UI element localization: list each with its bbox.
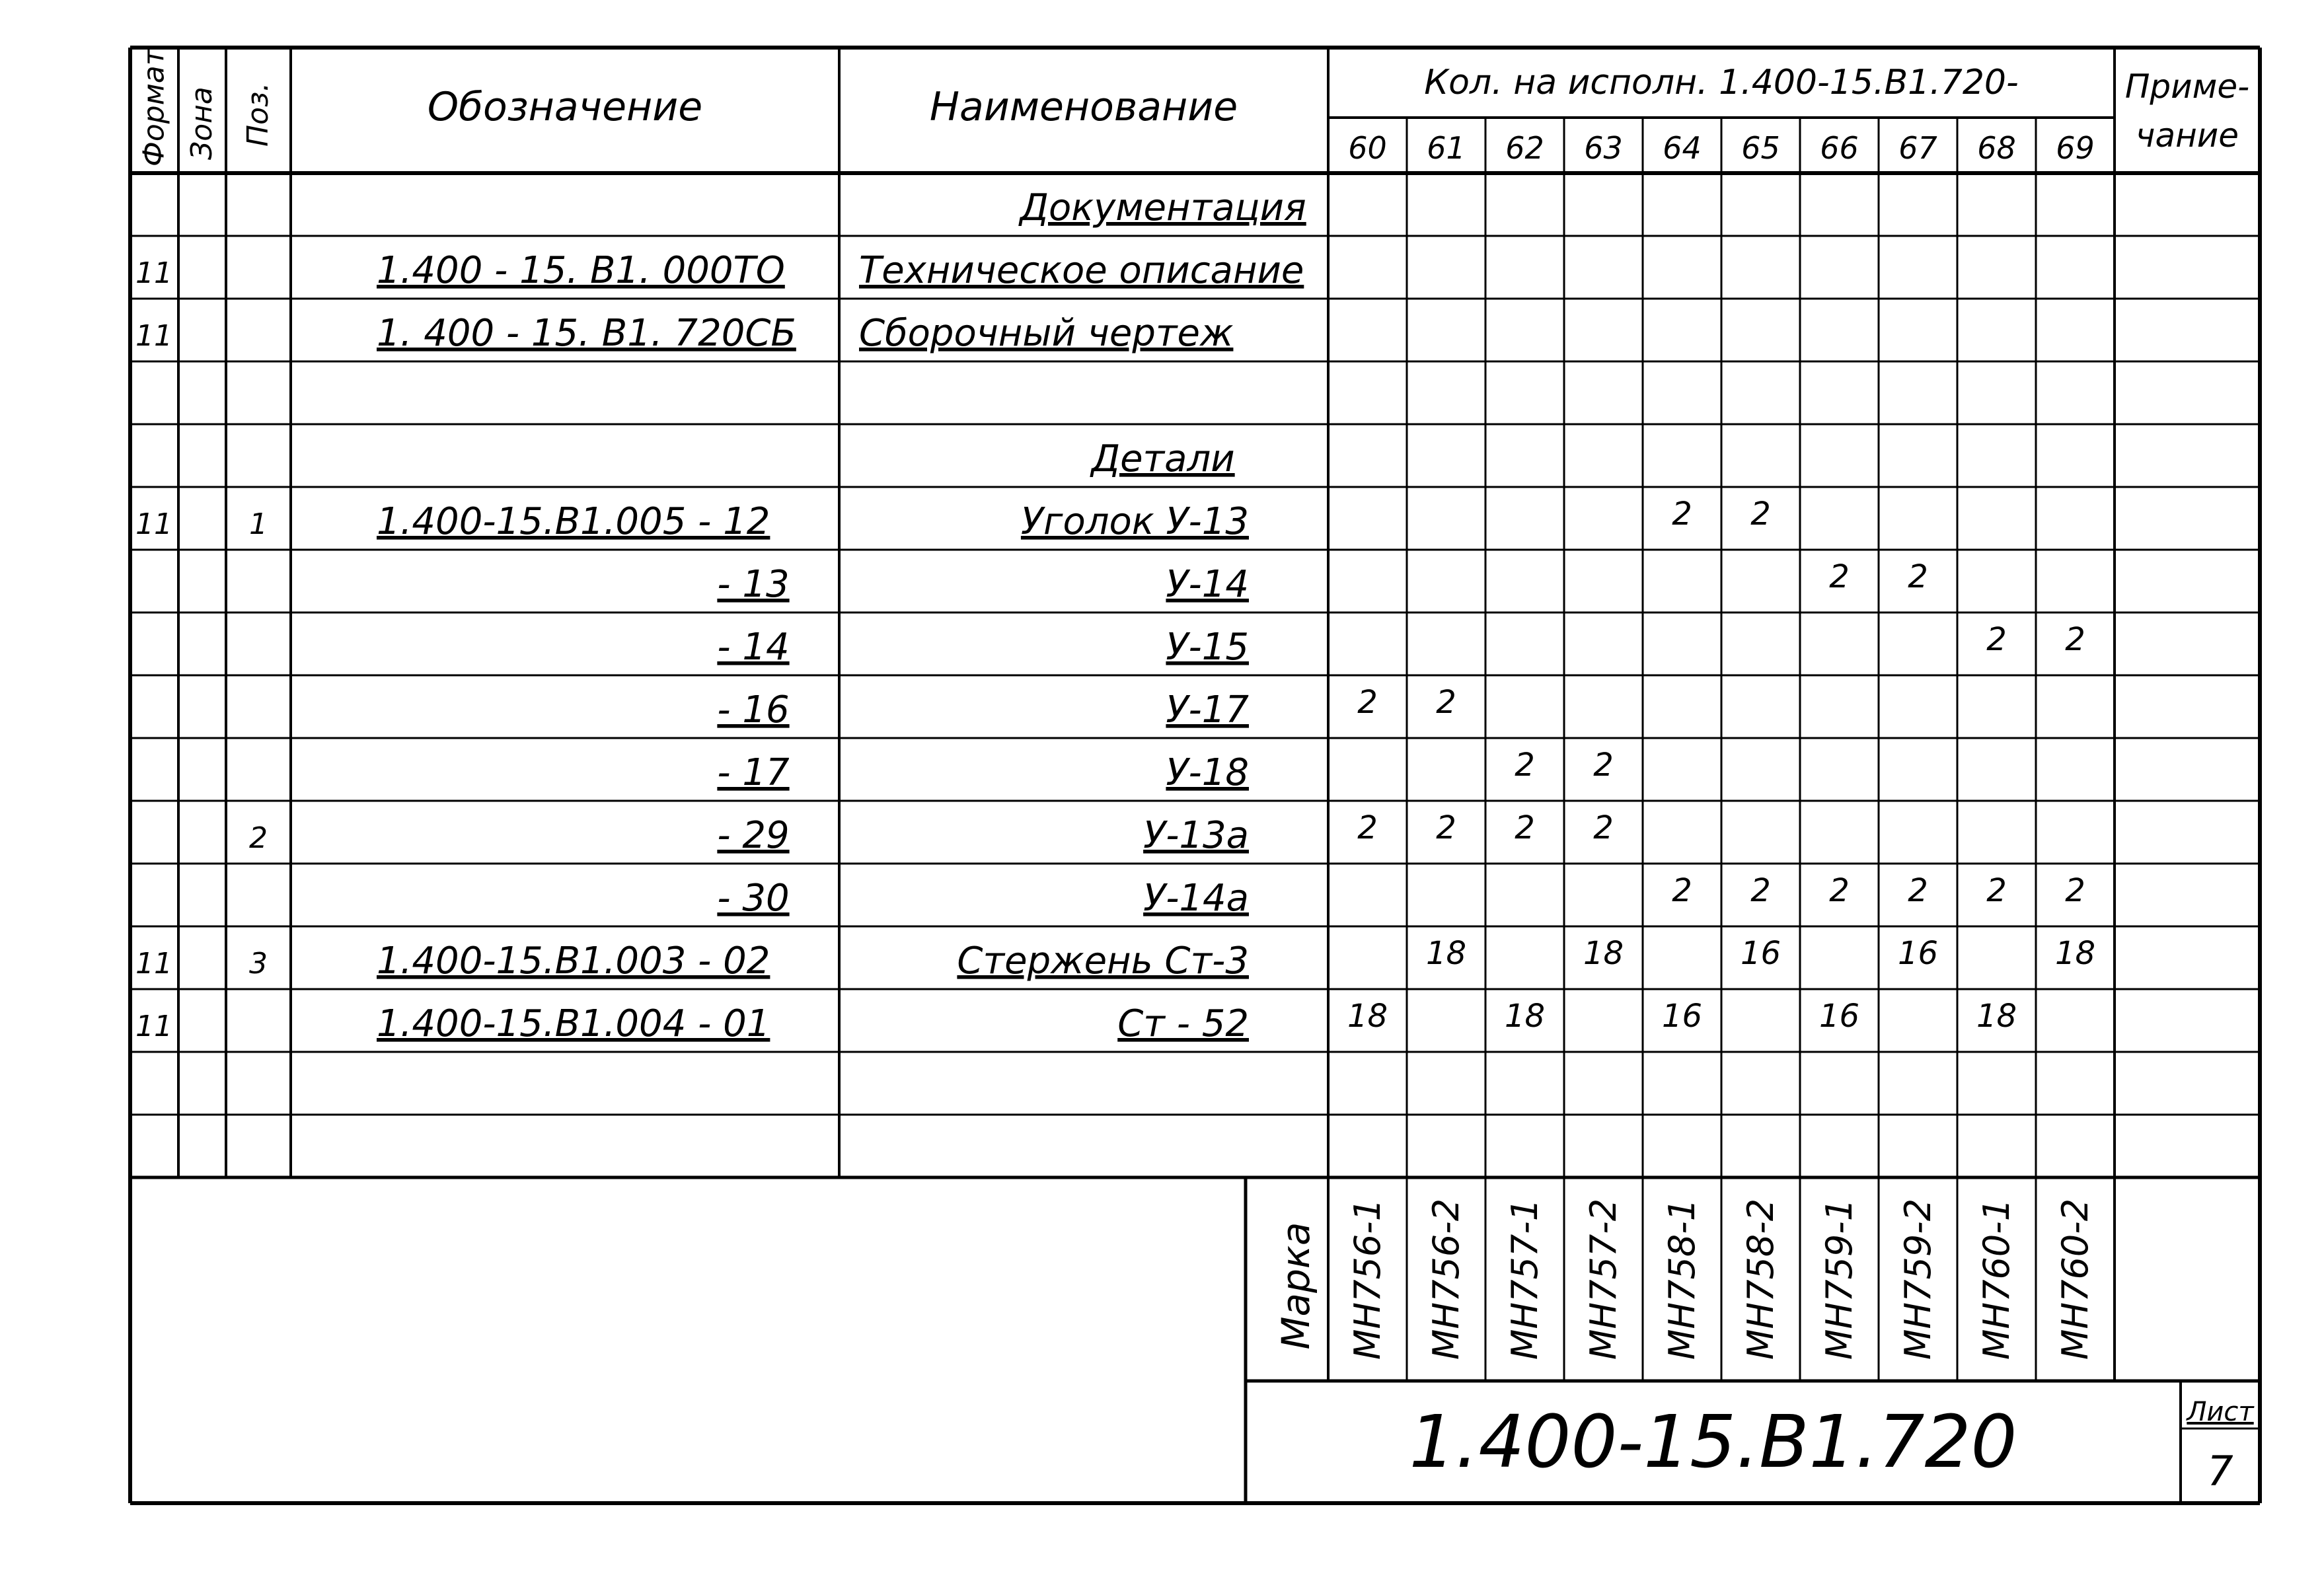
row-designation: - 17 [717, 751, 790, 794]
row-qty: 2 [1515, 809, 1535, 846]
row-qty: 16 [1740, 935, 1781, 972]
variant-header: 65 [1741, 130, 1780, 166]
row-qty: 2 [2065, 621, 2085, 658]
document-number: 1.400-15.В1.720 [1409, 1399, 2017, 1484]
row-name: Стержень Ст-3 [957, 940, 1249, 983]
row-qty: 16 [1897, 935, 1939, 972]
mark-value: МН757-2 [1583, 1198, 1625, 1360]
header-format: Формат [137, 48, 171, 167]
mark-value: МН760-2 [2054, 1198, 2097, 1360]
mark-value: МН756-2 [1425, 1198, 1468, 1360]
row-designation: - 13 [717, 563, 790, 606]
row-qty: 18 [2054, 935, 2096, 972]
mark-value: МН758-1 [1661, 1198, 1704, 1360]
header-name: Наименование [929, 84, 1238, 130]
row-pos: 3 [249, 947, 268, 981]
row-pos: 1 [249, 507, 268, 541]
row-name: Уголок У-13 [1020, 500, 1249, 543]
mark-value: МН757-1 [1504, 1198, 1546, 1360]
row-qty: 2 [1436, 809, 1456, 846]
row-name: У-14а [1143, 877, 1249, 920]
row-qty: 18 [1976, 998, 2017, 1035]
row-qty: 2 [1750, 496, 1771, 533]
row-designation: - 30 [717, 877, 790, 920]
variant-header: 62 [1505, 130, 1544, 166]
row-designation: 1.400-15.В1.005 - 12 [377, 500, 770, 543]
header-qty-title: Кол. на исполн. 1.400-15.В1.720- [1424, 63, 2019, 102]
variant-header: 68 [1977, 130, 2016, 166]
row-qty: 16 [1818, 998, 1860, 1035]
row-name: Техническое описание [859, 249, 1304, 292]
variant-header: 66 [1820, 130, 1859, 166]
marks-label: Марка [1273, 1222, 1319, 1350]
row-name: Ст - 52 [1117, 1002, 1249, 1045]
variant-header: 69 [2056, 130, 2095, 166]
row-name: У-14 [1166, 563, 1249, 606]
row-designation: 1.400-15.В1.003 - 02 [377, 940, 770, 983]
header-zone: Зона [185, 87, 219, 160]
row-name: У-17 [1166, 688, 1249, 731]
variant-header: 60 [1348, 130, 1387, 166]
table-content [135, 48, 2255, 1495]
row-designation: 1. 400 - 15. В1. 720СБ [377, 312, 796, 355]
row-qty: 18 [1425, 935, 1467, 972]
row-designation: - 16 [717, 688, 790, 731]
row-name: Документация [1020, 186, 1306, 229]
row-qty: 2 [1908, 872, 1928, 909]
row-designation: 1.400 - 15. В1. 000ТО [377, 249, 785, 292]
mark-value: МН759-2 [1897, 1198, 1939, 1360]
row-qty: 18 [1504, 998, 1546, 1035]
row-qty: 2 [1357, 684, 1378, 721]
row-format: 11 [135, 319, 172, 353]
row-qty: 2 [1986, 872, 2007, 909]
header-pos: Поз. [241, 82, 275, 147]
header-note-line1: Приме- [2124, 67, 2250, 106]
mark-value: МН758-2 [1740, 1198, 1782, 1360]
variant-header: 61 [1427, 130, 1466, 166]
sheet-label: Лист [2187, 1397, 2254, 1427]
row-qty: 2 [1986, 621, 2007, 658]
row-qty: 18 [1347, 998, 1388, 1035]
row-designation: - 14 [717, 626, 790, 669]
row-designation: - 29 [717, 814, 790, 857]
sheet-number: 7 [2207, 1447, 2233, 1495]
row-format: 11 [135, 947, 172, 981]
variant-header: 64 [1663, 130, 1702, 166]
row-pos: 2 [249, 821, 268, 855]
row-format: 11 [135, 256, 172, 290]
row-name: Детали [1091, 437, 1235, 480]
mark-value: МН760-1 [1976, 1198, 2018, 1360]
row-qty: 2 [1908, 558, 1928, 595]
row-qty: 2 [1436, 684, 1456, 721]
row-designation: 1.400-15.В1.004 - 01 [377, 1002, 770, 1045]
row-qty: 16 [1661, 998, 1703, 1035]
variant-header: 67 [1898, 130, 1937, 166]
row-name: Сборочный чертеж [859, 312, 1234, 355]
row-name: У-13а [1143, 814, 1249, 857]
row-qty: 2 [1357, 809, 1378, 846]
row-qty: 2 [2065, 872, 2085, 909]
variant-header: 63 [1584, 130, 1623, 166]
row-qty: 2 [1515, 747, 1535, 784]
row-qty: 2 [1750, 872, 1771, 909]
row-name: У-18 [1166, 751, 1249, 794]
row-qty: 2 [1829, 558, 1850, 595]
row-name: У-15 [1166, 626, 1249, 669]
row-qty: 2 [1593, 747, 1614, 784]
header-designation: Обозначение [427, 84, 703, 130]
mark-value: МН756-1 [1347, 1198, 1389, 1360]
row-qty: 2 [1672, 496, 1692, 533]
row-qty: 2 [1829, 872, 1850, 909]
row-qty: 2 [1672, 872, 1692, 909]
mark-value: МН759-1 [1818, 1198, 1861, 1360]
row-format: 11 [135, 1010, 172, 1043]
row-format: 11 [135, 507, 172, 541]
row-qty: 18 [1583, 935, 1624, 972]
row-qty: 2 [1593, 809, 1614, 846]
header-note-line2: чание [2135, 116, 2239, 155]
